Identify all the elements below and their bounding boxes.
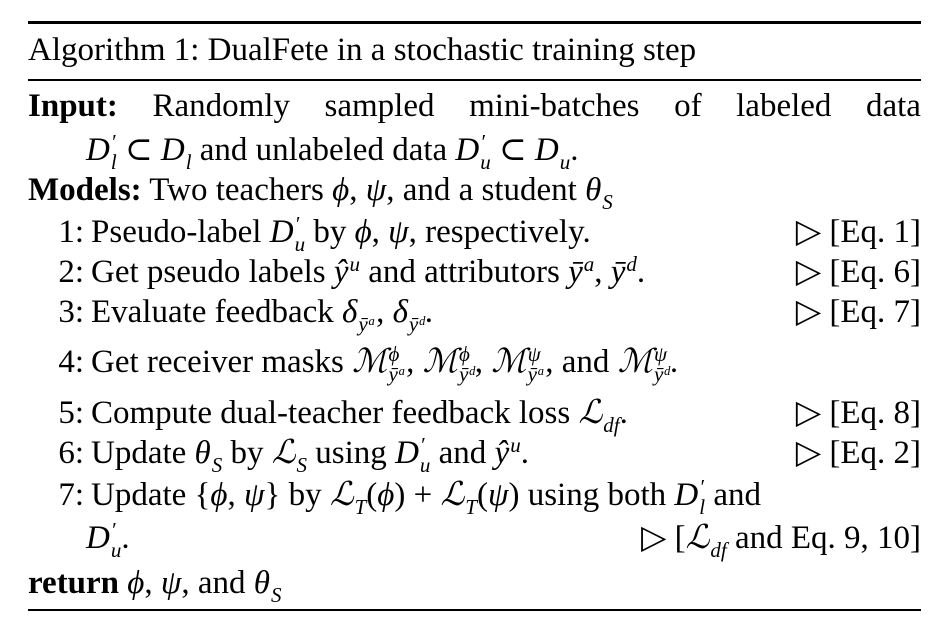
step-comment	[796, 391, 921, 435]
step-comment	[796, 250, 921, 294]
text-segment: ▷ [	[640, 520, 686, 556]
math-symbol: D	[455, 132, 480, 168]
step-text	[91, 250, 645, 294]
step-text	[91, 473, 761, 520]
subscript: u	[294, 232, 306, 257]
text-segment: .	[424, 294, 433, 330]
text-segment: (	[366, 477, 378, 513]
text-segment: Update {	[91, 477, 211, 513]
return-line	[28, 561, 921, 608]
math-symbol: ψ	[388, 214, 409, 250]
script-stack	[271, 565, 282, 608]
math-symbol: ψ	[243, 477, 265, 513]
script-stack	[653, 342, 670, 387]
title-text: Algorithm 1: DualFete in a stochastic training step	[28, 32, 697, 68]
script-stack	[350, 254, 361, 294]
script-stack	[408, 294, 425, 337]
text-segment: .	[669, 344, 679, 380]
script-stack	[626, 254, 637, 294]
text-segment: ▷ [Eq. 1]	[795, 214, 921, 250]
math-symbol: D	[395, 435, 419, 471]
text-segment: ⊂	[490, 132, 535, 168]
subscript: ȳᵃ	[527, 362, 546, 387]
subscript: l	[699, 495, 706, 520]
step-text	[91, 431, 529, 478]
superscript: u	[349, 252, 361, 277]
math-symbol: θ	[194, 435, 211, 471]
math-symbol: δ	[342, 294, 358, 330]
text-segment: ▷ [Eq. 7]	[795, 294, 921, 330]
algorithm-step	[28, 340, 921, 387]
text-segment: , and	[181, 565, 254, 601]
input-word: labeled	[736, 88, 832, 124]
math-symbol: θ	[585, 172, 602, 208]
math-symbol: ℒ	[440, 477, 465, 513]
text-segment: .	[520, 435, 529, 471]
step-number: 1:	[58, 214, 84, 250]
subscript: l	[110, 150, 117, 175]
script-stack	[110, 518, 122, 563]
bottom-rule	[28, 609, 921, 611]
text-segment: ,	[371, 214, 389, 250]
text-segment: , and a student	[386, 172, 586, 208]
math-symbol: ϕ	[127, 565, 145, 601]
return-label: return	[28, 565, 120, 601]
math-symbol: ŷ	[333, 254, 349, 290]
text-segment: Pseudo-label	[91, 214, 270, 250]
subscript: ȳᵈ	[408, 312, 425, 337]
text-segment: using	[307, 435, 396, 471]
input-math	[86, 128, 579, 175]
text-segment: ) using both	[508, 477, 675, 513]
return-text	[119, 565, 282, 608]
text-segment: and Eq. 9, 10]	[726, 520, 921, 556]
step-comment	[796, 210, 921, 254]
text-segment: Two teachers	[141, 172, 333, 208]
text-segment: } by	[264, 477, 330, 513]
text-segment: ▷ [Eq. 8]	[795, 395, 921, 431]
script-stack	[458, 342, 475, 387]
text-segment: and unlabeled data	[191, 132, 456, 168]
step-number: 7:	[58, 477, 84, 513]
superscript: ′	[294, 212, 300, 237]
math-symbol: ȳ	[610, 254, 626, 290]
math-symbol: ϕ	[210, 477, 228, 513]
subscript: ȳᵃ	[358, 312, 377, 337]
subscript: u	[419, 453, 431, 478]
text-segment: ,	[406, 344, 423, 380]
math-symbol: ℒ	[329, 477, 354, 513]
text-segment: (	[476, 477, 488, 513]
subscript: df	[603, 413, 620, 438]
input-line	[28, 84, 921, 128]
text-segment: ,	[227, 477, 244, 513]
subscript: S	[602, 190, 613, 215]
math-symbol: D	[86, 520, 110, 556]
text-segment: and	[705, 477, 761, 513]
superscript: ′	[110, 130, 116, 155]
math-symbol: ℒ	[271, 435, 296, 471]
subscript: T	[465, 495, 477, 520]
input-word: sampled	[324, 88, 435, 124]
text-segment: Compute dual-teacher feedback loss	[91, 395, 579, 431]
input-word: Randomly	[152, 88, 290, 124]
text-segment: .	[636, 254, 646, 290]
math-symbol: ϕ	[354, 214, 372, 250]
math-symbol: ȳ	[568, 254, 583, 290]
step-comment	[640, 516, 921, 563]
models-label: Models:	[28, 172, 142, 208]
script-stack	[211, 435, 223, 478]
text-segment: ⊂	[116, 132, 161, 168]
text-segment: .	[570, 132, 579, 168]
math-symbol: θ	[253, 565, 271, 601]
script-stack	[354, 477, 367, 520]
algorithm-step	[28, 391, 921, 438]
subscript: df	[710, 538, 727, 563]
math-symbol: ℒ	[578, 395, 603, 431]
step-text	[91, 391, 628, 438]
title-rule	[28, 79, 921, 81]
subscript: l	[185, 150, 192, 175]
math-symbol: ℳ	[491, 344, 527, 380]
subscript: ȳᵃ	[388, 362, 407, 387]
script-stack	[527, 342, 546, 387]
input-word: mini-batches	[469, 88, 640, 124]
subscript: u	[110, 538, 122, 563]
math-symbol: D	[160, 132, 185, 168]
subscript: u	[480, 150, 491, 175]
input-continuation	[28, 128, 921, 175]
math-symbol: ψ	[487, 477, 509, 513]
top-rule	[28, 21, 921, 24]
math-symbol: D	[534, 132, 559, 168]
script-stack	[465, 477, 477, 520]
math-symbol: D	[86, 132, 110, 168]
text-segment: and	[430, 435, 495, 471]
superscript: ϕ	[458, 342, 470, 367]
input-label: Input:	[28, 88, 118, 124]
text-segment: .	[121, 520, 130, 556]
text-segment: Evaluate feedback	[91, 294, 343, 330]
script-stack	[388, 342, 407, 387]
input-word: data	[865, 88, 921, 124]
math-symbol: ℳ	[352, 344, 388, 380]
script-stack	[419, 433, 431, 478]
step-number: 3:	[58, 294, 84, 330]
script-stack	[358, 294, 377, 337]
subscript: S	[271, 583, 282, 608]
algorithm-step	[28, 431, 921, 478]
text-segment: ▷ [Eq. 6]	[795, 254, 921, 290]
math-symbol: D	[674, 477, 699, 513]
script-stack	[294, 212, 306, 257]
text-segment: .	[619, 395, 628, 431]
subscript: ȳᵈ	[458, 362, 475, 387]
step-text	[91, 290, 433, 337]
step-comment	[796, 431, 921, 475]
superscript: ′	[480, 130, 485, 155]
subscript: ȳᵈ	[653, 362, 670, 387]
math-symbol: D	[269, 214, 294, 250]
step-comment	[796, 290, 921, 334]
step-text	[86, 516, 130, 563]
step-text	[91, 340, 679, 387]
script-stack	[510, 435, 521, 475]
text-segment: ,	[144, 565, 161, 601]
math-symbol: ϕ	[332, 172, 350, 208]
text-segment: Get receiver masks	[91, 344, 353, 380]
script-stack	[602, 172, 613, 215]
math-symbol: δ	[392, 294, 408, 330]
script-stack	[710, 520, 727, 563]
text-segment: , respectively.	[408, 214, 591, 250]
algorithm-step	[28, 210, 921, 257]
text-segment: ,	[376, 294, 393, 330]
superscript: ′	[419, 433, 425, 458]
algorithm-title	[28, 28, 921, 72]
step-text	[91, 210, 591, 257]
text-segment: ,	[474, 344, 492, 380]
models-text	[141, 172, 613, 215]
subscript: S	[296, 453, 308, 478]
text-segment: ,	[349, 172, 366, 208]
algorithm-step	[28, 473, 921, 520]
subscript: T	[354, 495, 367, 520]
superscript: u	[510, 433, 521, 458]
superscript: ϕ	[388, 342, 400, 367]
superscript: ′	[110, 518, 116, 543]
script-stack	[584, 254, 595, 294]
subscript: u	[559, 150, 571, 175]
math-symbol: ŷ	[494, 435, 510, 471]
script-stack	[559, 132, 571, 175]
text-segment: ) +	[394, 477, 441, 513]
superscript: ψ	[653, 342, 668, 367]
text-segment: by	[305, 214, 355, 250]
math-symbol: ϕ	[377, 477, 395, 513]
algorithm-step	[28, 290, 921, 337]
math-symbol: ψ	[160, 565, 182, 601]
math-symbol: ℒ	[685, 520, 710, 556]
step-number: 2:	[58, 254, 84, 290]
text-segment: ,	[594, 254, 611, 290]
script-stack	[603, 395, 620, 438]
superscript: d	[626, 252, 637, 277]
text-segment: ▷ [Eq. 2]	[795, 435, 921, 471]
math-symbol: ℳ	[617, 344, 653, 380]
text-segment: by	[222, 435, 272, 471]
math-symbol: ψ	[365, 172, 387, 208]
math-symbol: ℳ	[422, 344, 458, 380]
superscript: ψ	[527, 342, 541, 367]
models-line	[28, 168, 921, 215]
script-stack	[296, 435, 308, 478]
input-word: of	[674, 88, 702, 124]
script-stack	[480, 130, 491, 175]
step-number: 5:	[58, 395, 84, 431]
algorithm-step	[28, 250, 921, 294]
text-segment: and attributors	[360, 254, 569, 290]
step-number: 4:	[58, 344, 84, 380]
subscript: S	[211, 453, 223, 478]
step-number: 6:	[58, 435, 84, 471]
text-segment: , and	[545, 344, 618, 380]
superscript: a	[583, 252, 595, 277]
algorithm-step	[28, 516, 921, 563]
superscript: ′	[699, 475, 704, 500]
text-segment: Get pseudo labels	[91, 254, 334, 290]
text-segment: Update	[91, 435, 195, 471]
